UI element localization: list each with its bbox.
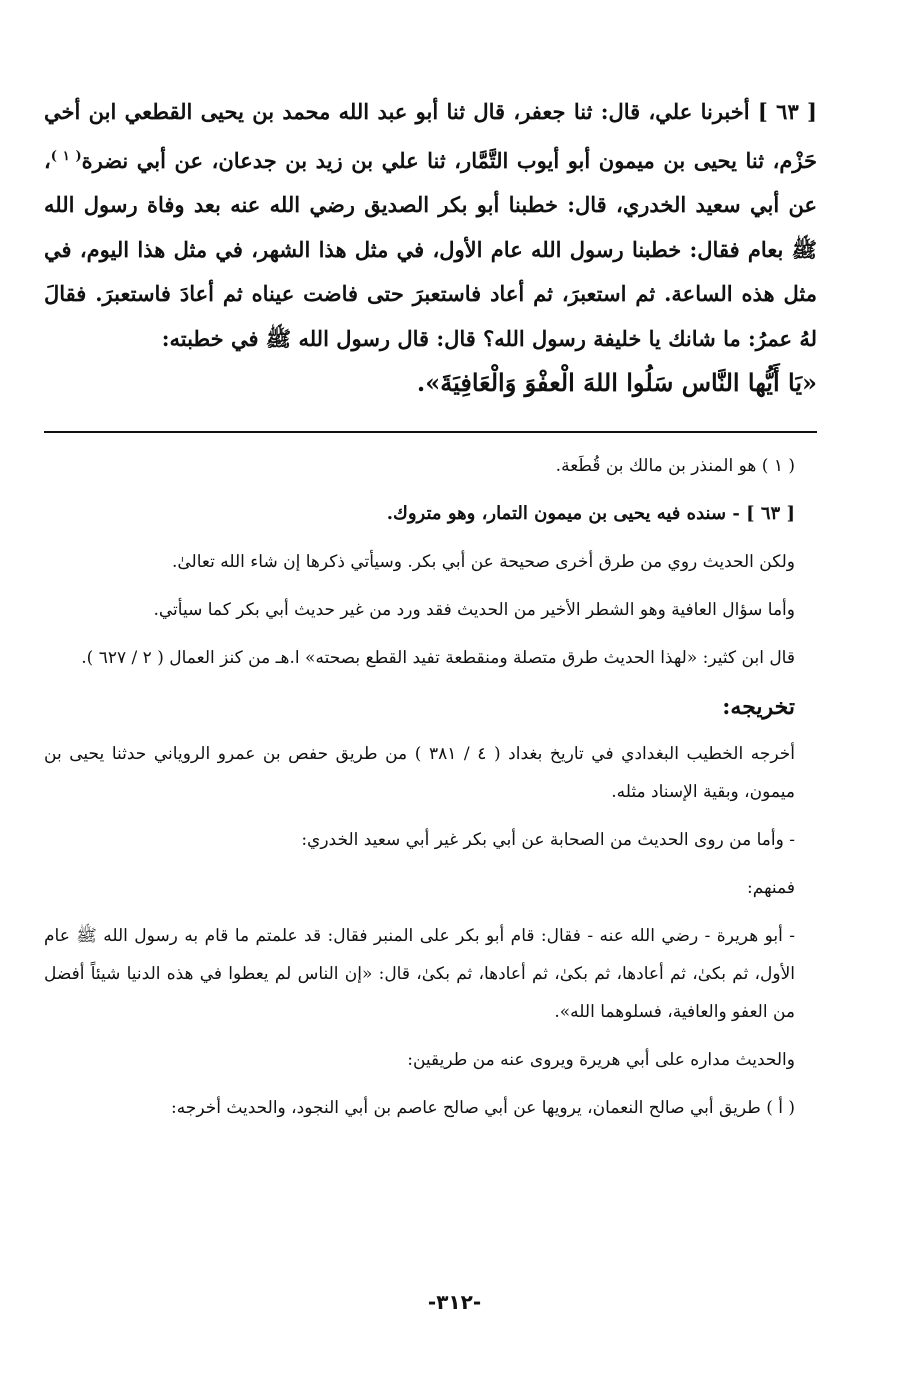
hadith-quote: «يَا أَيُّها النَّاس سَلُوا اللهَ الْعفْوَ وَالْعَافِيَةَ».: [416, 368, 817, 397]
takhrij-heading: تخريجه:: [722, 693, 795, 720]
hadith-text-continued: ، عن أبي سعيد الخدري، قال: خطبنا أبو بكر الصديق رضي الله عنه بعد وفاة رسول الله ﷺ بعام فقال: خطبنا رسول الله عام الأول، في مثل هذا الشهر، في مثل هذا اليوم، في مثل هذه الساعة. ثم استعبرَ، ثم أعاد فاستعبرَ حتى فاضت عيناه ثم أعادَ فاستعبرَ. فقالَ لهُ عمرُ: ما شانك يا خليفة رسول الله؟ قال: قال رسول الله ﷺ في خطبته:: [44, 147, 817, 351]
footnote-4: وأما سؤال العافية وهو الشطر الأخير من الحديث فقد ورد من غير حديث أبي بكر كما سيأتي.: [153, 599, 795, 620]
page-body: [44, 90, 817, 1340]
takhrij-paragraph-2: - وأما من روى الحديث من الصحابة عن أبي بكر غير أبي سعيد الخدري:: [301, 829, 795, 850]
footnote-5: قال ابن كثير: «لهذا الحديث طرق متصلة ومنقطعة تفيد القطع بصحته» ا.هـ من كنز العمال ( ٢ / ٦٢٧ ).: [81, 647, 795, 668]
main-hadith-paragraph: [44, 90, 817, 407]
footnote-marker: ( ١ ): [50, 148, 82, 164]
hadith-text: [ ٦٣ ] أخبرنا علي، قال: ثنا جعفر، قال ثنا أبو عبد الله محمد بن يحيى القطعي ابن أخي حَزْم، ثنا يحيى بن ميمون أبو أيوب التَّمَّار، ثنا علي بن زيد بن جدعان، عن أبي نضرة: [44, 99, 817, 173]
footnote-2: [ ٦٣ ] - سنده فيه يحيى بن ميمون التمار، وهو متروك.: [386, 502, 795, 524]
takhrij-paragraph-4: - أبو هريرة - رضي الله عنه - فقال: قام أبو بكر على المنبر فقال: قد علمتم ما قام به رسول الله ﷺ عام الأول، ثم بكىٰ، ثم أعادها، ثم بكىٰ، ثم أعادها، ثم بكىٰ، قال: «إن الناس لم يعطوا في هذه الدنيا شيئاً أفضل من العفو والعافية، فسلوهما الله».: [44, 925, 795, 1022]
footnote-1: ( ١ ) هو المنذر بن مالك بن قُطَعة.: [555, 455, 795, 476]
footnote-divider: [44, 431, 817, 433]
takhrij-paragraph-1: أخرجه الخطيب البغدادي في تاريخ بغداد ( ٤ / ٣٨١ ) من طريق حفص بن عمرو الروياني حدثنا يحيى بن ميمون، وبقية الإسناد مثله.: [44, 743, 795, 802]
takhrij-paragraph-3: فمنهم:: [747, 877, 795, 898]
page-number: -٣١٢-: [427, 1290, 482, 1314]
footnote-3: ولكن الحديث روي من طرق أخرى صحيحة عن أبي بكر. وسيأتي ذكرها إن شاء الله تعالىٰ.: [171, 551, 795, 572]
takhrij-paragraph-6: ( أ ) طريق أبي صالح النعمان، يرويها عن أبي صالح عاصم بن أبي النجود، والحديث أخرجه:: [170, 1097, 795, 1118]
takhrij-paragraph-5: والحديث مداره على أبي هريرة ويروى عنه من طريقين:: [407, 1049, 795, 1070]
